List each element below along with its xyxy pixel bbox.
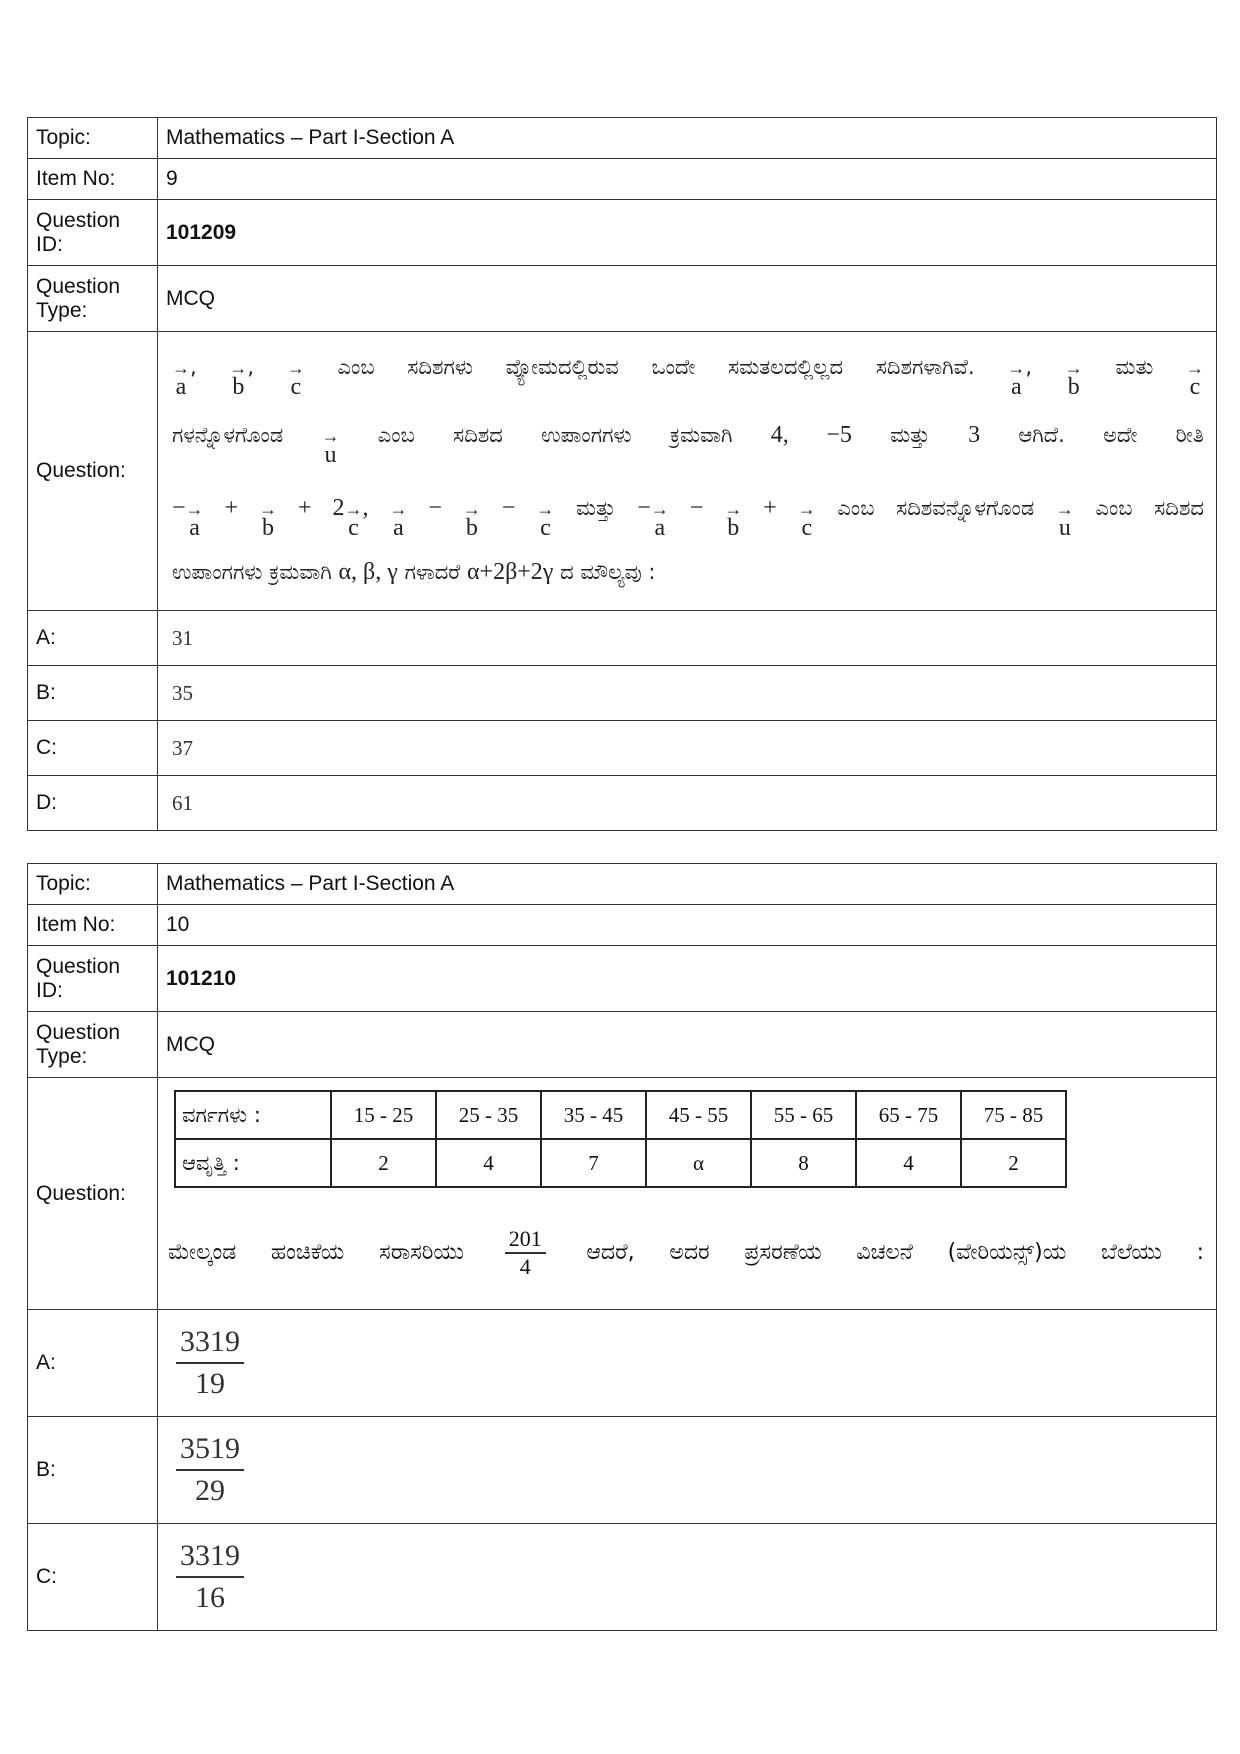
option-b-label: B: [28, 666, 158, 721]
option-b-row [28, 666, 1217, 721]
vector-b: → b [724, 499, 743, 541]
frequency-cell: 7 [541, 1139, 646, 1187]
question-sentence: ಮೇಲ್ಕಂಡ ಹಂಚಿಕೆಯ ಸರಾಸರಿಯು $\frac{201}{4}$ ಆದರೆ, ಅದರ ಪ್ರಸರಣೆಯ ವಿಚಲನೆ (ವೇರಿಯನ್ಸ್)ಯ ಬೆಲೆಯು : [168, 1226, 1204, 1279]
frequency-cell: 4 [856, 1139, 961, 1187]
question-type-row [28, 266, 1217, 332]
class-cell: 45 - 55 [646, 1091, 751, 1139]
frequency-cell: 4 [436, 1139, 541, 1187]
option-d-row [28, 776, 1217, 831]
mean-fraction: $\frac{201}{4}$ [505, 1226, 546, 1280]
vector-c: → c [344, 499, 363, 541]
option-a-label: A: [28, 1310, 158, 1417]
vector-a: → a [185, 499, 204, 541]
option-c-value [158, 1524, 1217, 1631]
option-c-label: C: [28, 721, 158, 776]
option-b-label: B: [28, 1417, 158, 1524]
vector-c: → c [286, 358, 305, 400]
vector-u: → u [1055, 499, 1074, 541]
question-line-3: − → a + → b + 2 → c , → a − → b − → c ಮತ್ತು − → a − → b + → c ಎಂಬ ಸದಿಶವನ್ನೊಳಗೊಂಡ → u ಎಂಬ ಸದಿಶದ [172, 495, 1204, 541]
question-text [158, 1078, 1217, 1310]
question-row [28, 332, 1217, 611]
item-no-label: Item No: [28, 905, 158, 946]
item-no-row [28, 159, 1217, 200]
item-no-row [28, 905, 1217, 946]
option-a-row [28, 1310, 1217, 1417]
option-a-value: 31 [158, 611, 1217, 666]
class-cell: 35 - 45 [541, 1091, 646, 1139]
option-b-fraction: $\frac{3519}{29}$ [176, 1429, 244, 1511]
option-c-value: 37 [158, 721, 1217, 776]
topic-value: Mathematics – Part I-Section A [158, 118, 1217, 159]
question-line-1: → a , → b , → c ಎಂಬ ಸದಿಶಗಳು ವ್ಯೋಮದಲ್ಲಿರುವ ಒಂದೇ ಸಮತಲದಲ್ಲಿಲ್ಲದ ಸದಿಶಗಳಾಗಿವೆ. → a , → b ಮತು → c [172, 355, 1204, 400]
frequency-label: ಆವೃತ್ತಿ : [175, 1139, 331, 1187]
vector-b: → b [1064, 358, 1083, 400]
question-label: Question: [28, 1078, 158, 1310]
vector-a: → a [1007, 358, 1026, 400]
option-a-label: A: [28, 611, 158, 666]
topic-value: Mathematics – Part I-Section A [158, 864, 1217, 905]
frequency-table [174, 1090, 1067, 1188]
question-id-row [28, 946, 1217, 1012]
class-cell: 15 - 25 [331, 1091, 436, 1139]
vector-c: → c [1185, 358, 1204, 400]
option-a-value [158, 1310, 1217, 1417]
topic-label: Topic: [28, 118, 158, 159]
class-label: ವರ್ಗಗಳು : [175, 1091, 331, 1139]
vector-c: → c [536, 499, 555, 541]
question-label: Question: [28, 332, 158, 611]
vector-b: → b [259, 499, 278, 541]
topic-label: Topic: [28, 864, 158, 905]
item-no-value: 10 [158, 905, 1217, 946]
option-b-value [158, 1417, 1217, 1524]
question-type-value: MCQ [158, 1012, 1217, 1078]
option-a-fraction: $\frac{3319}{19}$ [176, 1322, 244, 1404]
question-type-value: MCQ [158, 266, 1217, 332]
option-c-fraction: $\frac{3319}{16}$ [176, 1536, 244, 1618]
question-id-row [28, 200, 1217, 266]
vector-a: → a [389, 499, 408, 541]
class-cell: 65 - 75 [856, 1091, 961, 1139]
frequency-cell: 2 [331, 1139, 436, 1187]
question-type-label: Question Type: [28, 1012, 158, 1078]
question-line-4: ಉಪಾಂಗಗಳು ಕ್ರಮವಾಗಿ α, β, γ ಗಳಾದರೆ α+2β+2γ ದ ಮೌಲ್ಯವು : [172, 559, 656, 585]
question-id-value: 101210 [158, 946, 1217, 1012]
frequency-cell: α [646, 1139, 751, 1187]
question-text [158, 332, 1217, 611]
option-b-value: 35 [158, 666, 1217, 721]
class-row [175, 1091, 1066, 1139]
option-c-row [28, 1524, 1217, 1631]
vector-c: → c [797, 499, 816, 541]
frequency-row [175, 1139, 1066, 1187]
topic-row [28, 864, 1217, 905]
vector-a: → a [172, 358, 190, 400]
frequency-cell: 2 [961, 1139, 1066, 1187]
option-a-row [28, 611, 1217, 666]
item-no-value: 9 [158, 159, 1217, 200]
option-b-row [28, 1417, 1217, 1524]
question-id-label: Question ID: [28, 200, 158, 266]
question-row [28, 1078, 1217, 1310]
question-table-item-10 [27, 863, 1217, 1631]
option-d-label: D: [28, 776, 158, 831]
class-cell: 25 - 35 [436, 1091, 541, 1139]
vector-u: → u [321, 426, 340, 468]
option-d-value: 61 [158, 776, 1217, 831]
question-id-value: 101209 [158, 200, 1217, 266]
vector-b: → b [462, 499, 481, 541]
option-c-label: C: [28, 1524, 158, 1631]
frequency-cell: 8 [751, 1139, 856, 1187]
vector-b: → b [229, 358, 248, 400]
question-type-row [28, 1012, 1217, 1078]
vector-a: → a [650, 499, 669, 541]
item-no-label: Item No: [28, 159, 158, 200]
question-id-label: Question ID: [28, 946, 158, 1012]
question-type-label: Question Type: [28, 266, 158, 332]
topic-row [28, 118, 1217, 159]
option-c-row [28, 721, 1217, 776]
question-line-2: ಗಳನ್ನೊಳಗೊಂಡ → u ಎಂಬ ಸದಿಶದ ಉಪಾಂಗಗಳು ಕ್ರಮವಾಗಿ 4, −5 ಮತ್ತು 3 ಆಗಿದೆ. ಅದೇ ರೀತಿ [172, 422, 1204, 468]
question-table-item-9 [27, 117, 1217, 831]
class-cell: 55 - 65 [751, 1091, 856, 1139]
class-cell: 75 - 85 [961, 1091, 1066, 1139]
